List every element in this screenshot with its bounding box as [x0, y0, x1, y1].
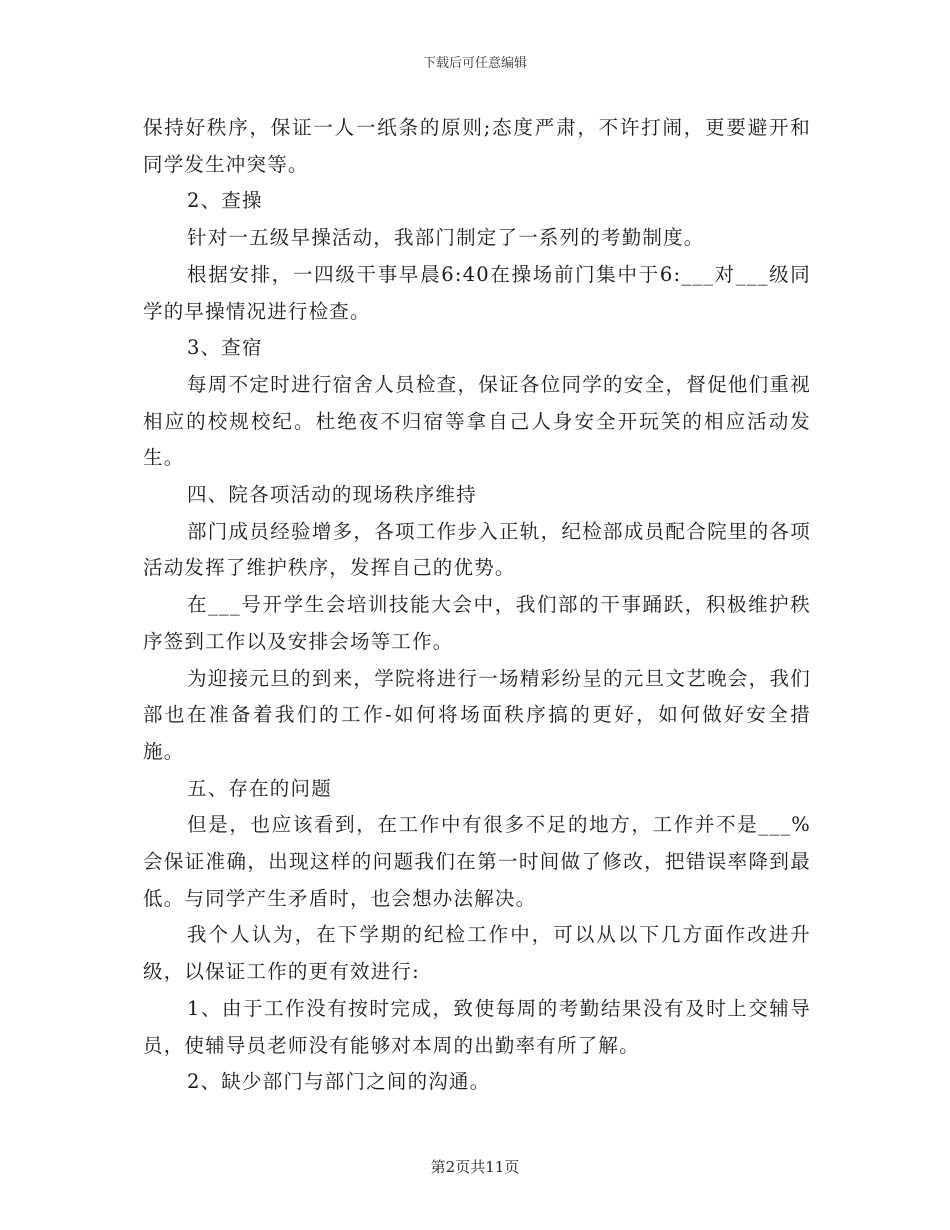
section-heading: 四、院各项活动的现场秩序维持: [187, 483, 477, 507]
page-header: 下载后可任意编辑: [422, 56, 527, 71]
section-heading: 2、查操: [187, 189, 263, 213]
paragraph: 针对一五级早操活动，我部门制定了一系列的考勤制度。: [187, 226, 705, 250]
paragraph: 为迎接元旦的到来，学院将进行一场精彩纷呈的元旦文艺晚会，我们部也在准备着我们的工作-如何将场面秩序搞的更好，如何做好安全措施。: [143, 666, 811, 763]
paragraph: 但是，也应该看到，在工作中有很多不足的地方，工作并不是___%会保证准确，出现这样的问题我们在第一时间做了修改，把错误率降到最低。与同学产生矛盾时，也会想办法解决。: [143, 813, 811, 910]
paragraph: 在___号开学生会培训技能大会中，我们部的干事踊跃，积极维护秩序签到工作以及安排会场等工作。: [143, 593, 811, 653]
list-item: 2、缺少部门与部门之间的沟通。: [187, 1070, 491, 1094]
paragraph: 根据安排，一四级干事早晨6:40在操场前门集中于6:___对___级同学的早操情况进行检查。: [143, 262, 811, 323]
paragraph: 每周不定时进行宿舍人员检查，保证各位同学的安全，督促他们重视相应的校规校纪。杜绝夜不归宿等拿自己人身安全开玩笑的相应活动发生。: [143, 372, 811, 470]
section-heading: 五、存在的问题: [187, 776, 332, 800]
list-item: 1、由于工作没有按时完成，致使每周的考勤结果没有及时上交辅导员，使辅导员老师没有能够对本周的出勤率有所了解。: [143, 996, 811, 1057]
document-body: [143, 110, 811, 1101]
paragraph: 我个人认为，在下学期的纪检工作中，可以从以下几方面作改进升级，以保证工作的更有效进行:: [143, 923, 811, 984]
page-footer: 第2页共11页: [430, 1158, 520, 1176]
paragraph: 部门成员经验增多，各项工作步入正轨，纪检部成员配合院里的各项活动发挥了维护秩序，发挥自己的优势。: [143, 519, 811, 580]
section-heading: 3、查宿: [187, 336, 263, 360]
paragraph: 保持好秩序，保证一人一纸条的原则;态度严肃，不许打闹，更要避开和同学发生冲突等。: [143, 116, 811, 176]
